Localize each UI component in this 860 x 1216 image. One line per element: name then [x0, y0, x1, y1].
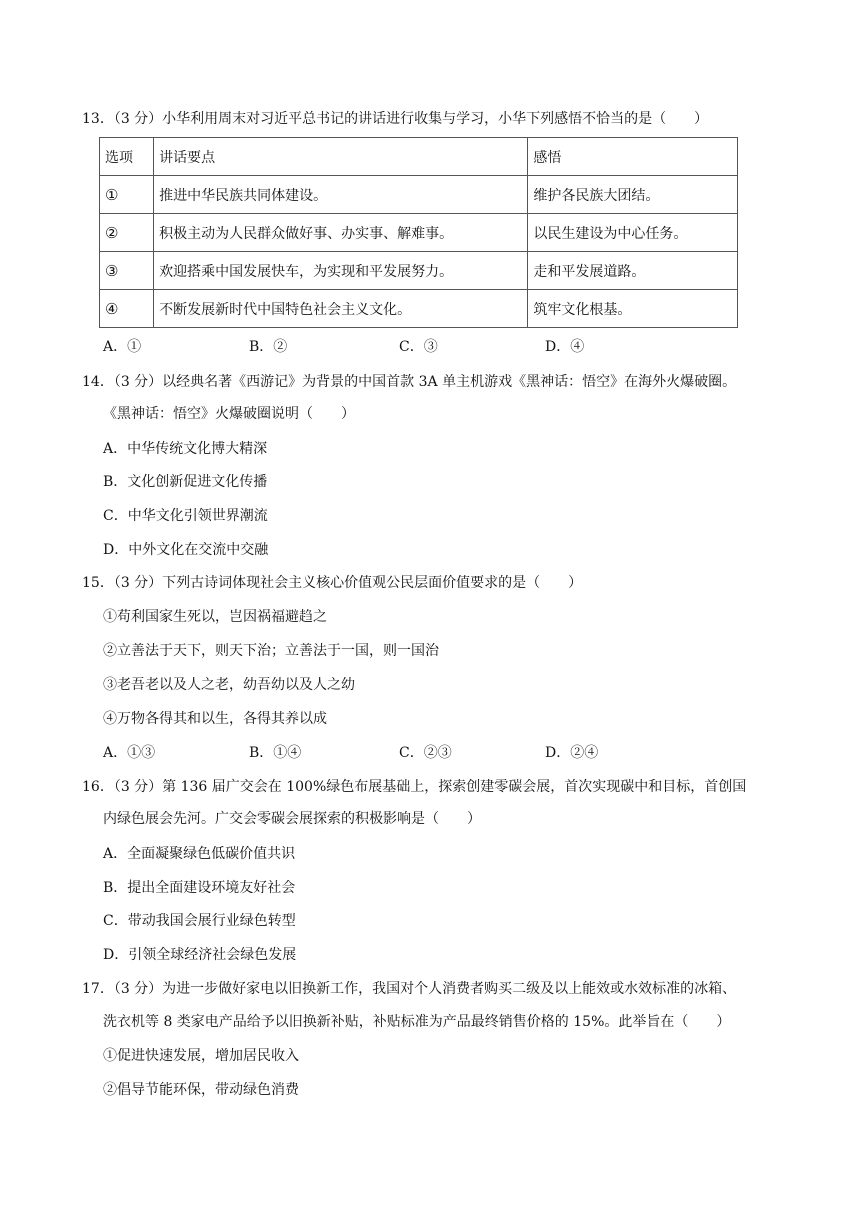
q15-item-4: ④万物各得其和以生，各得其养以成: [103, 711, 327, 727]
q16-stem-line2: 内绿色展会先河。广交会零碳会展探索的积极影响是（ ）: [103, 811, 481, 827]
q14-option-b[interactable]: B．文化创新促进文化传播: [103, 474, 268, 490]
q17-stem-line2: 洗衣机等 8 类家电产品给予以旧换新补贴，补贴标准为产品最终销售价格的 15%。此举旨在（ ）: [103, 1014, 731, 1030]
table-cell: 不断发展新时代中国特色社会主义文化。: [154, 290, 528, 328]
q16-stem-line1: 16．（3 分）第 136 届广交会在 100%绿色布展基础上，探索创建零碳会展，首次实现碳中和目标，首创国: [82, 779, 747, 795]
q15-option-a[interactable]: A．①③: [103, 745, 156, 761]
q15-option-c[interactable]: C．②③: [399, 745, 452, 761]
table-cell: 筑牢文化根基。: [528, 290, 738, 328]
q17-item-1: ①促进快速发展，增加居民收入: [103, 1048, 299, 1064]
table-cell: 维护各民族大团结。: [528, 176, 738, 214]
table-cell: 欢迎搭乘中国发展快车，为实现和平发展努力。: [154, 252, 528, 290]
q13-table: [99, 137, 738, 328]
q17-stem-line1: 17．（3 分）为进一步做好家电以旧换新工作，我国对个人消费者购买二级及以上能效或水效标准的冰箱、: [82, 981, 737, 997]
table-header-cell: 感悟: [528, 138, 738, 176]
q15-option-b[interactable]: B．①④: [249, 745, 302, 761]
q17-item-2: ②倡导节能环保，带动绿色消费: [103, 1082, 299, 1098]
q15-stem: 15．（3 分）下列古诗词体现社会主义核心价值观公民层面价值要求的是（ ）: [82, 575, 583, 591]
table-cell: ②: [100, 214, 154, 252]
table-cell: ④: [100, 290, 154, 328]
q13-option-b[interactable]: B．②: [249, 339, 288, 355]
table-cell: 推进中华民族共同体建设。: [154, 176, 528, 214]
table-row: [100, 214, 738, 252]
table-row: [100, 290, 738, 328]
q13-option-a[interactable]: A．①: [103, 339, 142, 355]
q15-item-1: ①苟利国家生死以，岂因祸福避趋之: [103, 609, 327, 625]
q15-item-2: ②立善法于天下，则天下治；立善法于一国，则一国治: [103, 643, 439, 659]
table-cell: ①: [100, 176, 154, 214]
q14-stem-line2: 《黑神话：悟空》火爆破圈说明（ ）: [103, 406, 355, 422]
q15-item-3: ③老吾老以及人之老，幼吾幼以及人之幼: [103, 677, 355, 693]
table-cell: ③: [100, 252, 154, 290]
q16-option-a[interactable]: A．全面凝聚绿色低碳价值共识: [103, 846, 296, 862]
table-header-cell: 讲话要点: [154, 138, 528, 176]
table-cell: 积极主动为人民群众做好事、办实事、解难事。: [154, 214, 528, 252]
table-row: [100, 252, 738, 290]
q15-option-d[interactable]: D．②④: [545, 745, 599, 761]
table-cell: 走和平发展道路。: [528, 252, 738, 290]
table-row: [100, 176, 738, 214]
table-header-cell: 选项: [100, 138, 154, 176]
q13-stem: 13．（3 分）小华利用周末对习近平总书记的讲话进行收集与学习，小华下列感悟不恰当的是（ ）: [82, 111, 709, 127]
q16-option-c[interactable]: C．带动我国会展行业绿色转型: [103, 913, 296, 929]
q16-option-b[interactable]: B．提出全面建设环境友好社会: [103, 880, 296, 896]
table-header-row: [100, 138, 738, 176]
q16-option-d[interactable]: D．引领全球经济社会绿色发展: [103, 947, 297, 963]
q14-option-c[interactable]: C．中华文化引领世界潮流: [103, 508, 268, 524]
q13-option-c[interactable]: C．③: [399, 339, 438, 355]
q14-option-a[interactable]: A．中华传统文化博大精深: [103, 441, 268, 457]
q13-option-d[interactable]: D．④: [545, 339, 585, 355]
q14-option-d[interactable]: D．中外文化在交流中交融: [103, 542, 269, 558]
table-cell: 以民生建设为中心任务。: [528, 214, 738, 252]
q14-stem-line1: 14．（3 分）以经典名著《西游记》为背景的中国首款 3A 单主机游戏《黑神话：悟空》在海外火爆破圈。: [82, 374, 737, 390]
